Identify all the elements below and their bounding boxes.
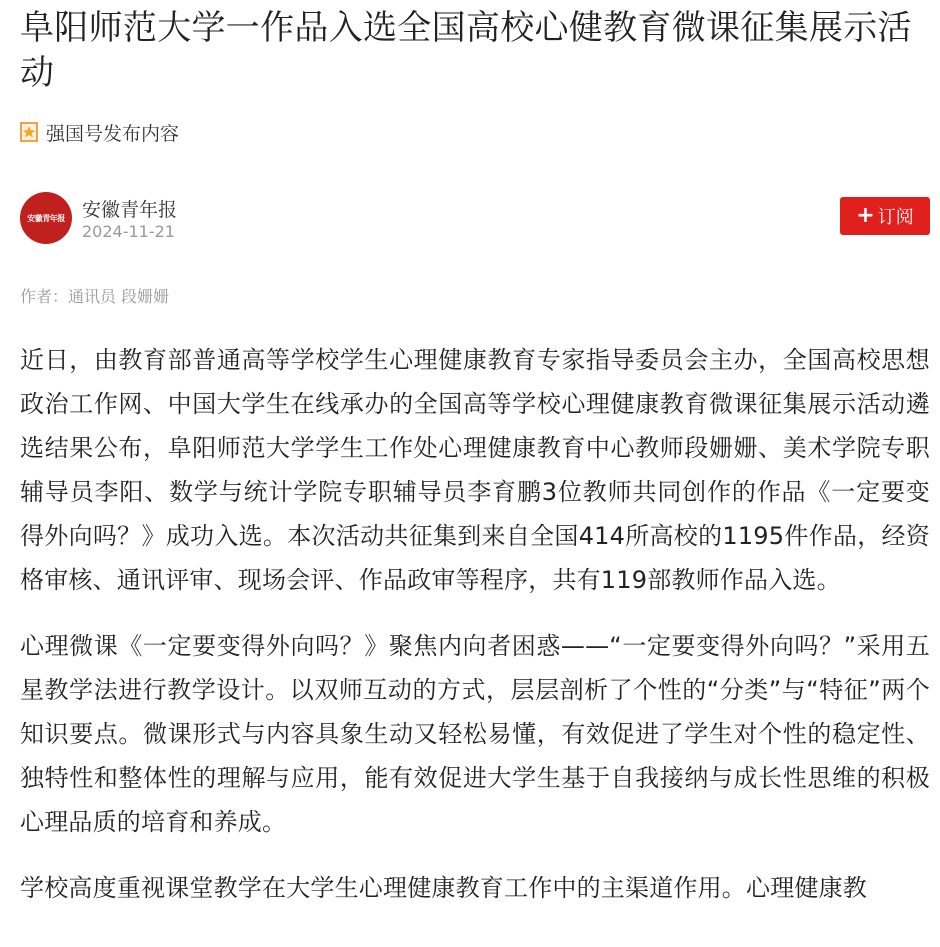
source-tag <box>20 117 930 147</box>
paragraph: 学校高度重视课堂教学在大学生心理健康教育工作中的主渠道作用。心理健康教 <box>20 874 867 902</box>
publish-date: 2024-11-21 <box>82 222 175 241</box>
avatar[interactable] <box>20 192 72 244</box>
subscribe-button[interactable] <box>840 197 930 235</box>
page-title: 阜阳师范大学一作品入选全国高校心健教育微课征集展示活动 <box>20 8 912 93</box>
byline: 作者：通讯员 段姗姗 <box>20 287 170 306</box>
article <box>20 0 930 932</box>
star-badge-icon <box>20 122 38 142</box>
plus-icon: + <box>856 203 875 228</box>
author-name[interactable]: 安徽青年报 <box>82 199 178 221</box>
article-body <box>20 338 930 910</box>
paragraph: 心理微课《一定要变得外向吗？》聚焦内向者困惑——“一定要变得外向吗？”采用五星教学法进行教学设计。以双师互动的方式，层层剖析了个性的“分类”与“特征”两个知识要点。微课形式与内容具象生动又轻松易懂，有效促进了学生对个性的稳定性、独特性和整体性的理解与应用，能有效促进大学生基于自我接纳与成长性思维的积极心理品质的培育和养成。 <box>20 632 930 836</box>
avatar-logo-text: 安徽青年报 <box>27 212 65 223</box>
source-label: 强国号发布内容 <box>46 122 180 145</box>
author-info <box>20 192 930 246</box>
subscribe-label: 订阅 <box>877 207 914 228</box>
paragraph: 近日，由教育部普通高等学校学生心理健康教育专家指导委员会主办，全国高校思想政治工作网、中国大学生在线承办的全国高等学校心理健康教育微课征集展示活动遴选结果公布，阜阳师范大学学生工作处心理健康教育中心教师段姗姗、美术学院专职辅导员李阳、数学与统计学院专职辅导员李育鹏3位教师共同创作的作品《一定要变得外向吗？》成功入选。本次活动共征集到来自全国414所高校的1195件作品，经资格审核、通讯评审、现场会评、作品政审等程序，共有119部教师作品入选。 <box>20 346 930 594</box>
